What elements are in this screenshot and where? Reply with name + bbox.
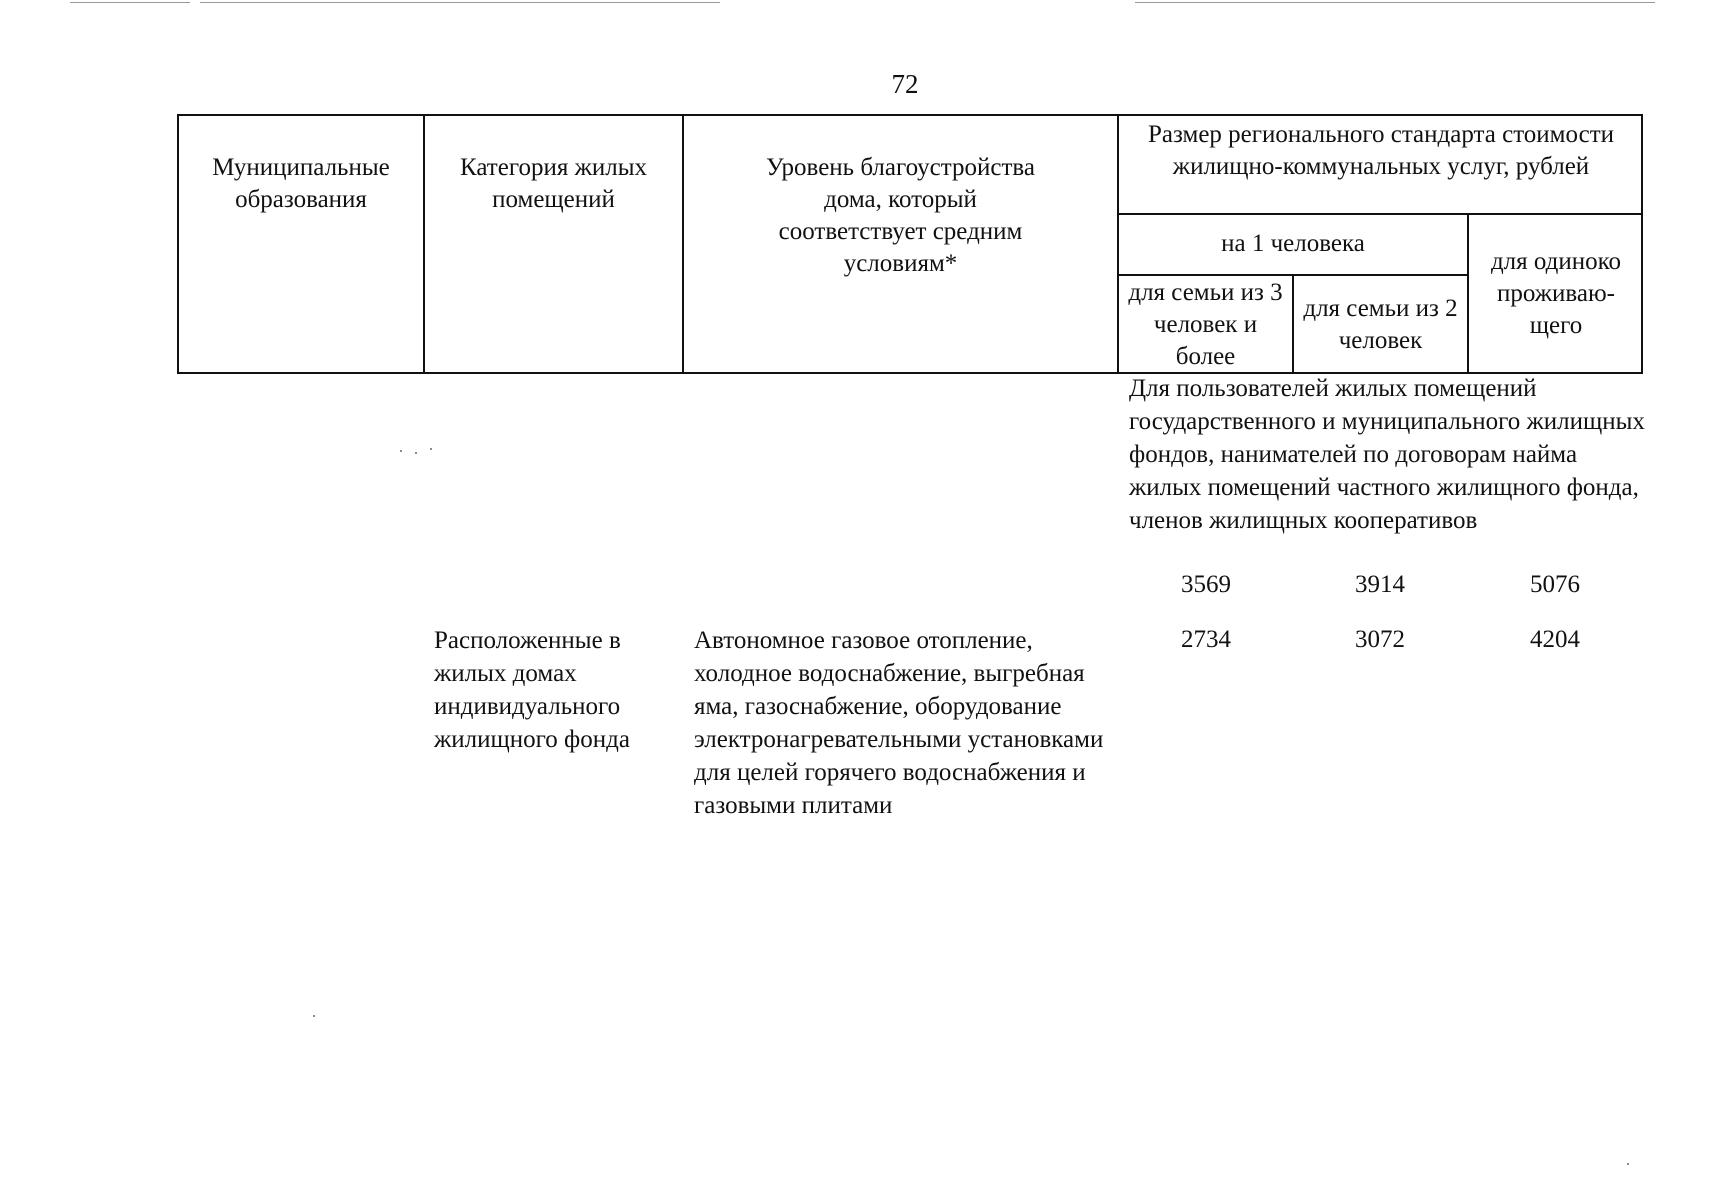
header-municipalities: Муниципальные образования	[212, 154, 390, 213]
header-per-person: на 1 человека	[1221, 230, 1365, 257]
scan-dot	[430, 448, 432, 450]
row2-single: 4204	[1530, 626, 1580, 653]
row2-family3: 2734	[1181, 626, 1231, 653]
header-standard-size: Размер регионального стандарта стоимости жилищно-коммунальных услуг, рублей	[1147, 121, 1615, 180]
scan-dot	[313, 1015, 315, 1017]
row1-family2: 3914	[1355, 571, 1405, 598]
scan-edge-mark	[70, 2, 190, 3]
page-number: 72	[891, 69, 919, 99]
table-header	[177, 114, 1643, 374]
scan-edge-mark	[200, 2, 720, 3]
scan-dot	[1627, 1163, 1629, 1165]
row2-family2: 3072	[1355, 626, 1405, 653]
row2-level: Автономное газовое отопление, холодное водоснабжение, выгребная яма, газоснабжение, оборудование электронагревательными установками для целей горячего водоснабжения и газовыми плитами	[694, 627, 1104, 819]
header-category: Категория жилых помещений	[460, 154, 647, 213]
section-title: Для пользователей жилых помещений государственного и муниципального жилищных фондов, нанимателей по договорам найма жилых помещений частного жилищного фонда, членов жилищных кооперативов	[1129, 375, 1645, 534]
header-family3: для семьи из 3 человек и более	[1128, 279, 1283, 370]
row1-single: 5076	[1530, 571, 1580, 598]
scan-dot	[415, 452, 417, 454]
scan-edge-mark	[1135, 2, 1655, 3]
header-single: для одиноко проживаю-щего	[1490, 248, 1622, 339]
row1-family3: 3569	[1181, 571, 1231, 598]
scan-dot	[400, 450, 402, 452]
row-divider	[1117, 213, 1641, 215]
header-family2: для семьи из 2 человек	[1303, 295, 1458, 354]
row2-category: Расположенные в жилых домах индивидуального жилищного фонда	[434, 627, 630, 753]
header-level: Уровень благоустройства дома, который соответствует средним условиям*	[766, 154, 1035, 277]
